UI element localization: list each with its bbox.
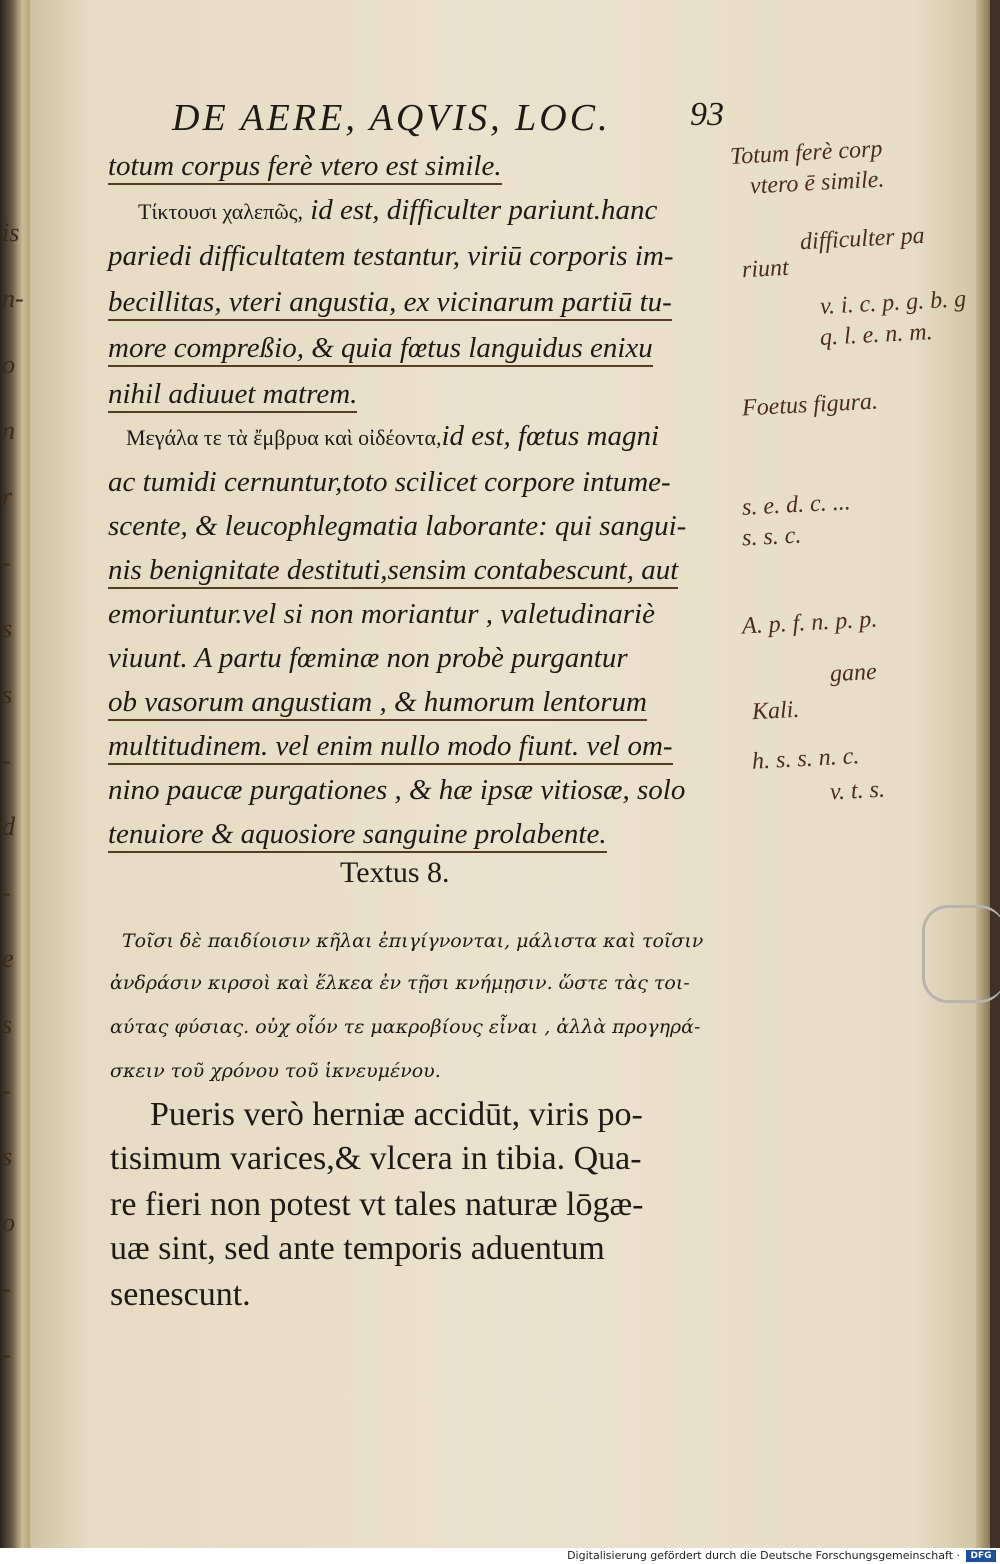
body-line xyxy=(108,818,607,851)
greek-inline: Μεγάλα τε τὰ ἔμβρυα καὶ οἰδέοντα, xyxy=(126,425,442,450)
body-line: pariedi difficultatem testantur, viriū corporis im- xyxy=(108,240,674,272)
underlined-text: becillitas, vteri angustia, ex vicinarum partiū tu- xyxy=(108,286,672,321)
body-line xyxy=(108,686,647,719)
body-line xyxy=(108,554,678,587)
body-line: emoriuntur.vel si non moriantur , valetudinariè xyxy=(108,598,655,630)
page-fore-edge xyxy=(976,0,990,1548)
margin-note: s. s. c. xyxy=(741,522,802,552)
margin-note: difficulter pa xyxy=(799,222,926,256)
leaf-letter: - xyxy=(2,548,11,577)
latin-text: id est, difficulter pariunt.hanc xyxy=(302,194,658,226)
leaf-letter: n xyxy=(2,416,15,445)
leaf-letter: s xyxy=(2,1142,13,1171)
leaf-letter: s xyxy=(2,1010,13,1039)
margin-note: riunt xyxy=(741,254,790,284)
leaf-letter: - xyxy=(2,1340,11,1369)
leaf-letter: d xyxy=(2,812,15,841)
body-line xyxy=(108,150,502,183)
body-line: viuunt. A partu fœminæ non probè purgantur xyxy=(108,642,628,674)
body-line: scente, & leucophlegmatia laborante: qui sangui- xyxy=(108,510,687,542)
body-line xyxy=(126,420,659,453)
underlined-text: nihil adiuuet matrem. xyxy=(108,378,357,413)
underlined-text: multitudinem. vel enim nullo modo fiunt. vel om- xyxy=(108,730,673,765)
body-line xyxy=(108,378,357,411)
leaf-letter: o xyxy=(2,1208,15,1237)
section-heading: Textus 8. xyxy=(340,856,450,889)
running-head: DE AERE, AQVIS, LOC. xyxy=(172,97,611,139)
leaf-letter: n- xyxy=(2,284,24,313)
margin-note: Foetus figura. xyxy=(741,388,879,422)
margin-note: vtero ē simile. xyxy=(749,166,885,200)
underlined-text: ob vasorum angustiam , & humorum lentorum xyxy=(108,686,647,721)
body-line xyxy=(108,286,672,319)
paper-clip xyxy=(922,905,1000,1003)
leaf-letter: o xyxy=(2,350,15,379)
page-sheet xyxy=(30,0,990,1548)
margin-note: Kali. xyxy=(751,696,800,726)
facing-page-letters xyxy=(2,200,26,1388)
leaf-letter: e xyxy=(2,944,14,973)
body-line xyxy=(108,730,673,763)
leaf-letter: is xyxy=(2,218,20,247)
underlined-text: nis benignitate destituti,sensim contabescunt, aut xyxy=(108,554,678,589)
body-line: uæ sint, sed ante temporis aduentum xyxy=(110,1230,605,1267)
leaf-letter: - xyxy=(2,878,11,907)
latin-text: id est, fœtus magni xyxy=(441,420,660,452)
margin-note: A. p. f. n. p. p. xyxy=(741,606,878,640)
greek-line: Τοῖσι δὲ παιδίοισιν κῆλαι ἐπιγίγνονται, μάλιστα καὶ τοῖσιν xyxy=(122,930,704,952)
page-number: 93 xyxy=(690,96,724,133)
body-line: re fieri non potest vt tales naturæ lōgæ- xyxy=(110,1186,644,1223)
leaf-letter: - xyxy=(2,1076,11,1105)
greek-line: αύτας φύσιας. οὐχ οἷόν τε μακροβίους εἶναι , ἀλλὰ προγηρά- xyxy=(110,1016,701,1038)
greek-line: σκειν τοῦ χρόνου τοῦ ἱκνευμένου. xyxy=(110,1060,441,1082)
margin-note: gane xyxy=(829,658,878,688)
leaf-letter: s xyxy=(2,614,13,643)
body-line xyxy=(138,194,657,227)
leaf-letter: - xyxy=(2,1274,11,1303)
margin-note: q. l. e. n. m. xyxy=(819,319,934,351)
margin-note: h. s. s. n. c. xyxy=(751,743,860,775)
leaf-letter: s xyxy=(2,680,13,709)
margin-note: v. t. s. xyxy=(829,776,886,806)
margin-note: s. e. d. c. ... xyxy=(741,489,852,521)
body-line: Pueris verò herniæ accidūt, viris po- xyxy=(150,1096,643,1133)
leaf-letter: r xyxy=(2,482,13,511)
leaf-letter: - xyxy=(2,746,11,775)
margin-note: Totum ferè corp xyxy=(729,136,884,170)
body-line: senescunt. xyxy=(110,1276,251,1313)
underlined-text: totum corpus ferè vtero est simile. xyxy=(108,150,502,185)
greek-line: ἀνδράσιν κιρσοὶ καὶ ἕλκεα ἐν τῇσι κνήμῃσιν. ὥστε τὰς τοι- xyxy=(110,972,690,994)
dfg-logo: DFG xyxy=(966,1550,996,1562)
margin-note: v. i. c. p. g. b. g xyxy=(819,286,967,320)
underlined-text: tenuiore & aquosiore sanguine prolabente. xyxy=(108,818,607,853)
body-line: ac tumidi cernuntur,toto scilicet corpore intume- xyxy=(108,466,671,498)
funding-credit: Digitalisierung gefördert durch die Deutsche Forschungsgemeinschaft · xyxy=(567,1549,960,1562)
greek-inline: Τίκτουσι χαλεπῶς, xyxy=(138,199,303,224)
underlined-text: more compreßio, & quia fœtus languidus enixu xyxy=(108,332,653,367)
body-line: tisimum varices,& vlcera in tibia. Qua- xyxy=(110,1140,642,1177)
body-line: nino paucæ purgationes , & hæ ipsæ vitiosæ, solo xyxy=(108,774,686,806)
body-line xyxy=(108,332,653,365)
